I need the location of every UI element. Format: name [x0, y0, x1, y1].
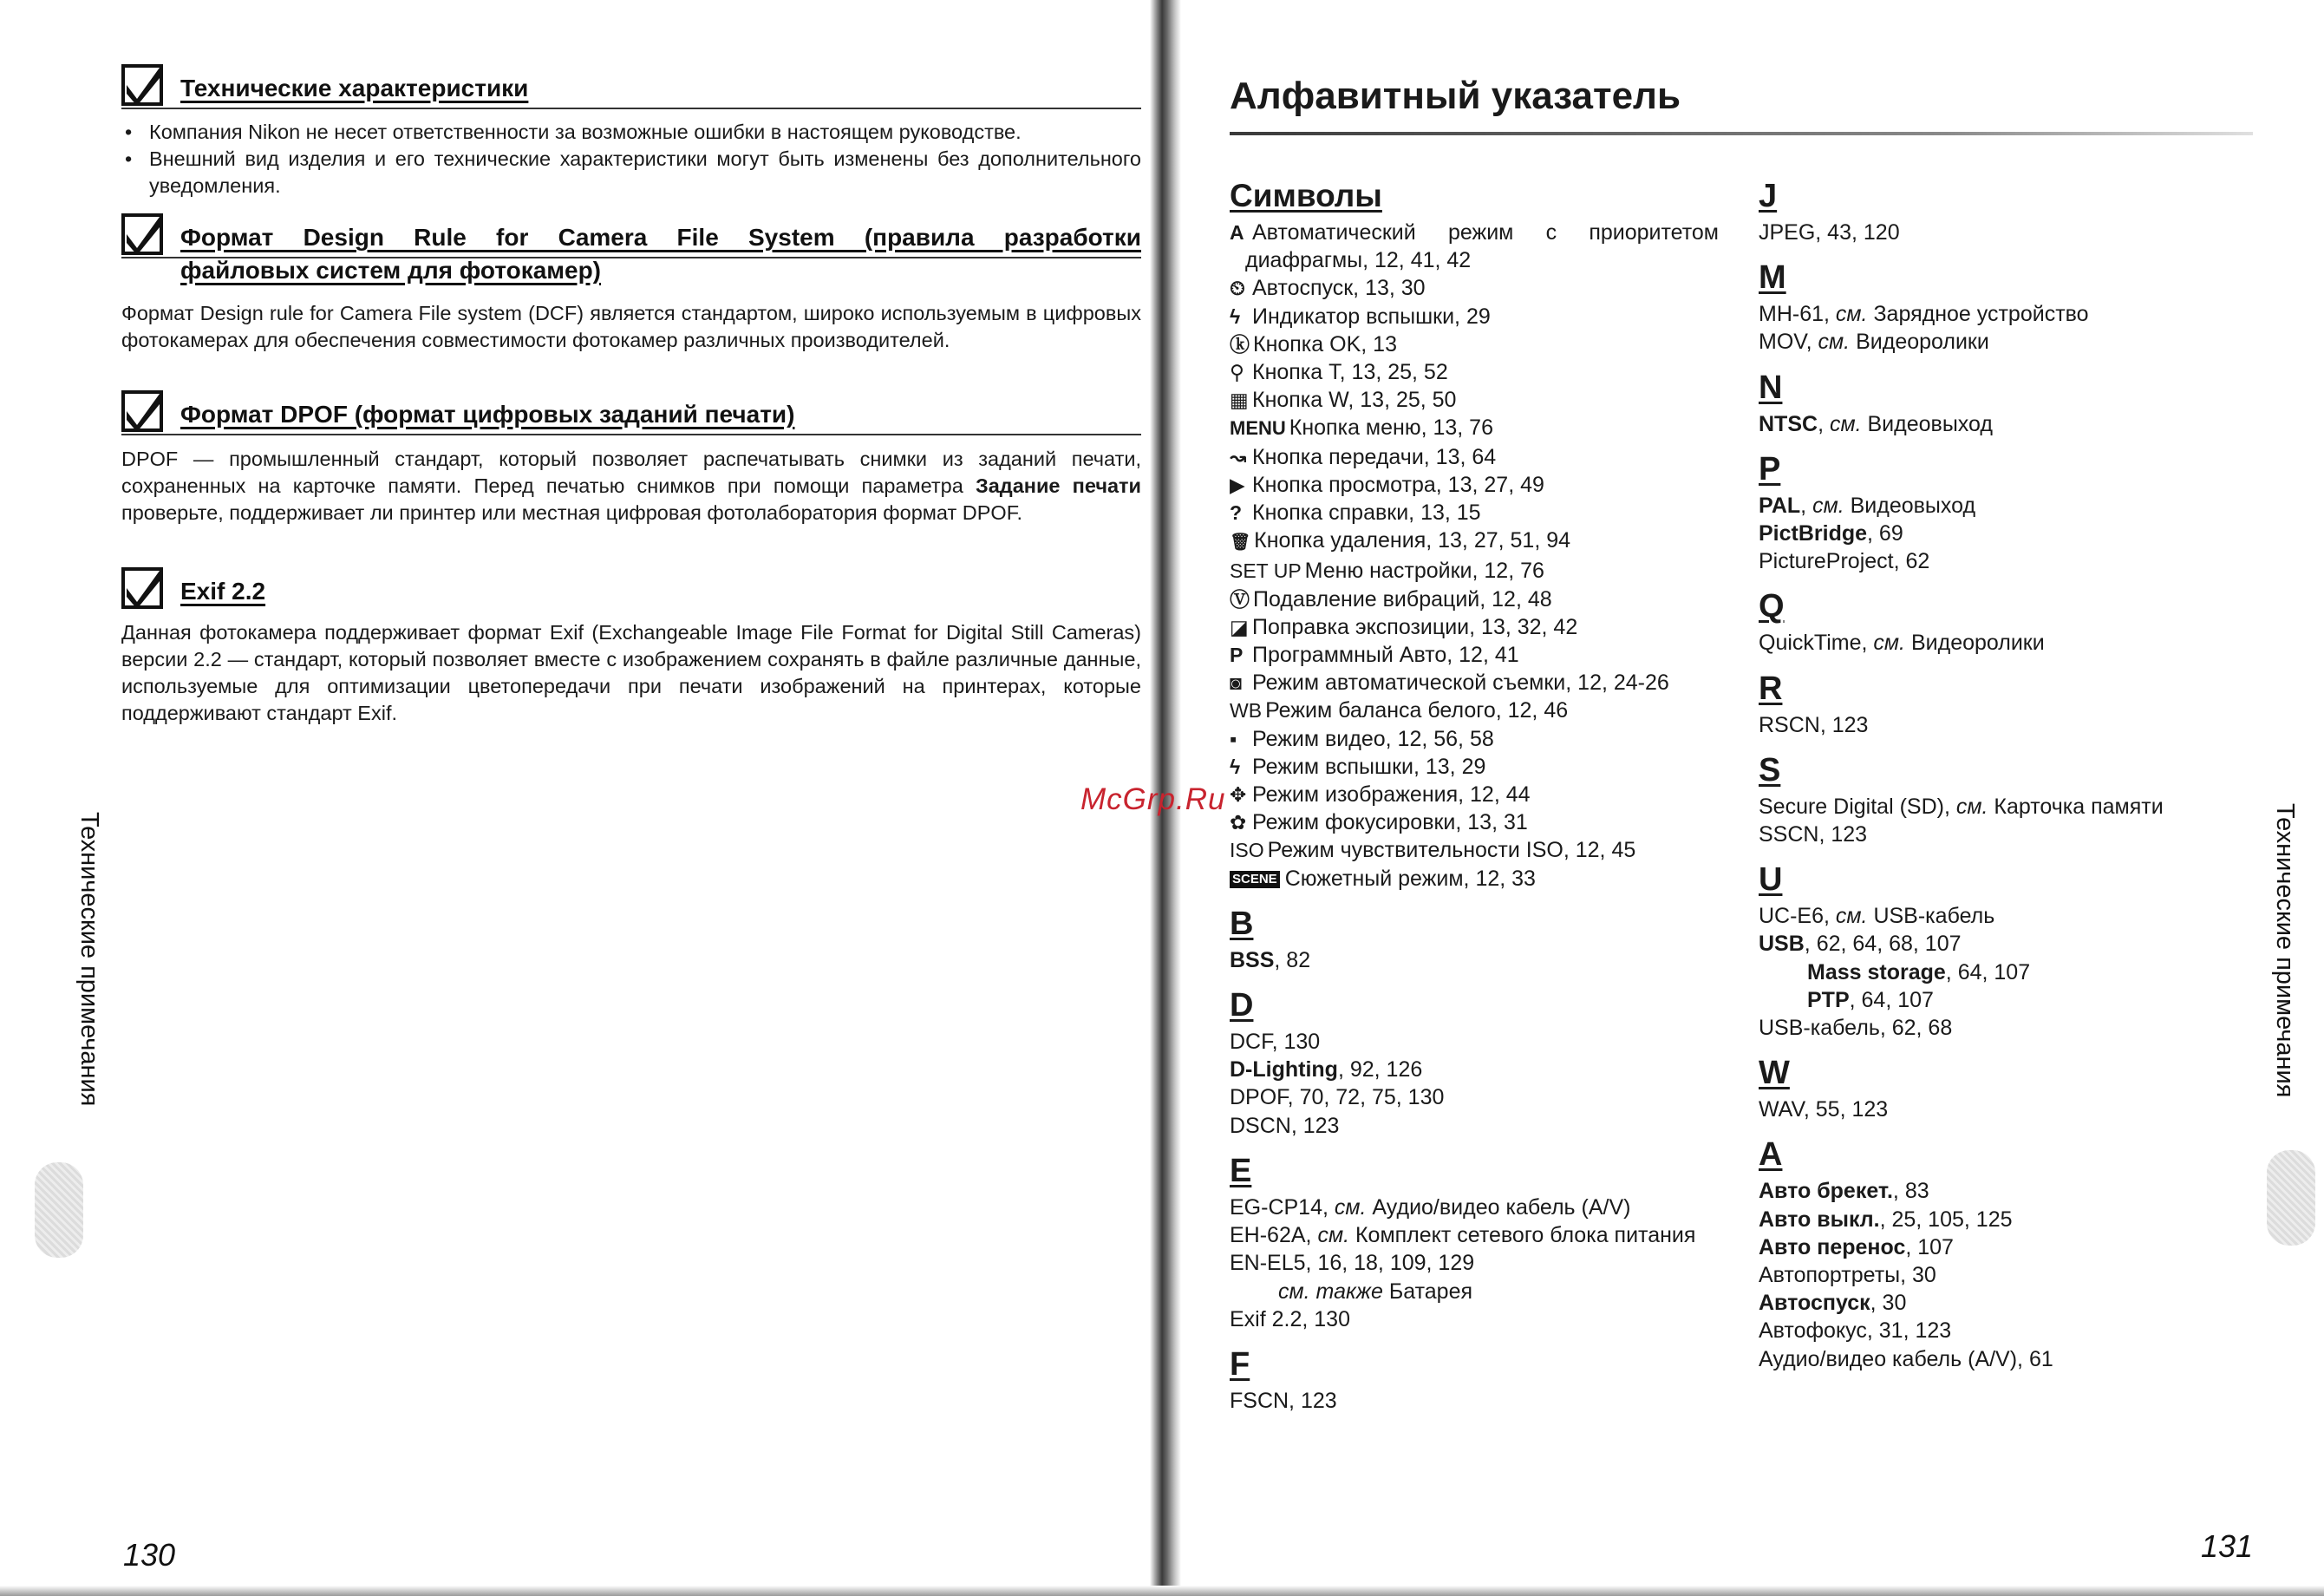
vibration-reduction-icon: Ⓥ: [1230, 587, 1250, 611]
page-title: Алфавитный указатель: [1230, 75, 1681, 117]
index-entry: MOV, см. Видеоролики: [1759, 330, 1989, 355]
index-letter-e: E: [1230, 1152, 1252, 1189]
index-entry: P Программный Авто, 12, 41: [1230, 641, 1719, 669]
index-letter-q: Q: [1759, 588, 1785, 625]
page-number: 131: [2201, 1528, 2254, 1564]
index-entry: Автоспуск, 30: [1759, 1291, 1907, 1316]
index-entry: USB-кабель, 62, 68: [1759, 1016, 1953, 1041]
index-letter-u: U: [1759, 861, 1783, 899]
index-letter-n: N: [1759, 369, 1783, 406]
index-letter-m: M: [1759, 259, 1786, 297]
index-entry: ◪ Поправка экспозиции, 13, 32, 42: [1230, 613, 1719, 641]
index-entry: MH-61, см. Зарядное устройство: [1759, 302, 2089, 327]
index-entry: ◙ Режим автоматической съемки, 12, 24-26: [1230, 669, 1719, 697]
index-entry: EH-62A, см. Комплект сетевого блока питания: [1230, 1223, 1696, 1248]
page-number: 130: [123, 1537, 176, 1573]
index-column-2: [1759, 173, 2275, 1373]
dcf-paragraph: Формат Design rule for Camera File system (DCF) является стандартом, широко используемым в цифровых фотокамерах для обеспечения совместимости фотокамер различных производителей.: [121, 302, 1141, 351]
checkmark-icon: [121, 390, 163, 432]
ok-button-icon: ⓚ: [1230, 332, 1250, 356]
index-entry: Exif 2.2, 130: [1230, 1306, 1350, 1331]
index-subentry: PTP, 64, 107: [1807, 987, 1934, 1012]
program-auto-icon: P: [1230, 644, 1244, 667]
thumb-index-mark: [2267, 1150, 2315, 1246]
aperture-mode-icon: A: [1230, 221, 1244, 244]
index-entry: Аудио/видео кабель (A/V), 61: [1759, 1346, 2053, 1371]
zoom-tele-icon: ⚲: [1230, 361, 1244, 384]
side-tab-label: Технические примечания: [2271, 803, 2299, 1098]
index-letter-p: P: [1759, 450, 1781, 487]
index-entry: ✥ Режим изображения, 12, 44: [1230, 781, 1719, 808]
index-entry: RSCN, 123: [1759, 712, 1869, 737]
index-entry: USB, 62, 64, 68, 107: [1759, 932, 1962, 957]
side-tab-label: Технические примечания: [75, 812, 103, 1107]
index-entry: Авто брекет., 83: [1759, 1179, 1929, 1204]
index-heading-symbols: Символы: [1230, 178, 1382, 213]
image-mode-icon: ✥: [1230, 783, 1247, 807]
exposure-compensation-icon: ◪: [1230, 615, 1249, 638]
index-letter-s: S: [1759, 751, 1781, 788]
self-timer-icon: ⏲: [1230, 277, 1245, 300]
dpof-text-after: проверьте, поддерживает ли принтер или местная цифровая фотолаборатория формат DPOF.: [121, 501, 1022, 524]
index-entry: ↝ Кнопка передачи, 13, 64: [1230, 443, 1719, 471]
section-rule: [121, 434, 1141, 435]
iso-sensitivity-icon: ISO: [1230, 839, 1264, 862]
page-bottom-edge: [0, 1586, 2324, 1596]
index-entry: 🗑 Кнопка удаления, 13, 27, 51, 94: [1230, 527, 1719, 557]
index-entry: DSCN, 123: [1230, 1113, 1340, 1138]
index-letter-a-cyrillic: А: [1759, 1136, 1783, 1174]
index-entry: SET UP Меню настройки, 12, 76: [1230, 557, 1719, 585]
index-entry: ϟ Режим вспышки, 13, 29: [1230, 753, 1719, 781]
index-entry: ϟ Индикатор вспышки, 29: [1230, 303, 1719, 330]
focus-mode-icon: ✿: [1230, 811, 1247, 834]
right-page: [1181, 0, 2324, 1596]
playback-button-icon: ▶: [1230, 473, 1245, 496]
index-entry: ⏲ Автоспуск, 13, 30: [1230, 274, 1719, 302]
index-entry: PictBridge, 69: [1759, 521, 1903, 546]
index-entry: BSS, 82: [1230, 947, 1311, 972]
section-title: Технические характеристики: [180, 75, 529, 101]
index-entry: NTSC, см. Видеовыход: [1759, 411, 1993, 436]
index-entry: MENU Кнопка меню, 13, 76: [1230, 414, 1719, 442]
movie-mode-icon: ▪: [1230, 727, 1237, 750]
index-letter-f: F: [1230, 1345, 1250, 1383]
index-entry: Автофокус, 31, 123: [1759, 1318, 1952, 1344]
index-entry: QuickTime, см. Видеоролики: [1759, 631, 2045, 656]
section-rule: [121, 108, 1141, 109]
help-button-icon: ?: [1230, 501, 1243, 525]
delete-button-icon: 🗑: [1230, 533, 1251, 553]
dpof-paragraph: [121, 446, 1141, 527]
index-letter-w: W: [1759, 1055, 1790, 1092]
index-entry: UC-E6, см. USB-кабель: [1759, 904, 1995, 929]
index-letter-r: R: [1759, 670, 1783, 707]
index-entry: EN-EL5, 16, 18, 109, 129: [1230, 1251, 1475, 1276]
index-letter-d: D: [1230, 987, 1254, 1024]
index-column-1: [1230, 173, 1719, 1415]
exif-paragraph: Данная фотокамера поддерживает формат Exif (Exchangeable Image File Format for Digital Still Cameras) версии 2.2 — стандарт, который позволяет вместе с изображением сохранять в файле различные данные, используемые для оптимизации цветопередачи при печати изображений на принтерах, которые поддерживают стандарт Exif.: [121, 621, 1141, 724]
checkmark-icon: [121, 567, 163, 609]
dpof-text-before: DPOF — промышленный стандарт, который позволяет распечатывать снимки из заданий печати, сохраненных на карточке памяти. Перед печатью снимков при помощи параметра: [121, 448, 1141, 497]
list-item: • Компания Nikon не несет ответственности за возможные ошибки в настоящем руководстве.: [121, 119, 1141, 146]
index-subentry: Mass storage, 64, 107: [1807, 959, 2031, 984]
index-entry: WB Режим баланса белого, 12, 46: [1230, 697, 1719, 724]
checkmark-icon: [121, 64, 163, 106]
index-entry: Авто перенос, 107: [1759, 1234, 1954, 1259]
index-entry: PictureProject, 62: [1759, 549, 1930, 574]
index-entry: D-Lighting, 92, 126: [1230, 1057, 1423, 1083]
setup-menu-icon: SET UP: [1230, 559, 1302, 583]
index-entry: A Автоматический режим с приоритетом диафрагмы, 12, 41, 42: [1230, 220, 1719, 273]
index-entry: ? Кнопка справки, 13, 15: [1230, 499, 1719, 527]
index-letter-b: B: [1230, 905, 1254, 942]
index-entry: ▦ Кнопка W, 13, 25, 50: [1230, 386, 1719, 414]
left-page: [0, 0, 1150, 1596]
watermark: McGrp.Ru: [1080, 782, 1226, 816]
checkmark-icon: [121, 213, 163, 255]
section-title: Формат DPOF (формат цифровых заданий печати): [180, 401, 795, 428]
index-entry: ▶ Кнопка просмотра, 13, 27, 49: [1230, 471, 1719, 499]
index-entry: ⓚ Кнопка OK, 13: [1230, 330, 1719, 358]
index-entry: EG-CP14, см. Аудио/видео кабель (A/V): [1230, 1194, 1631, 1220]
list-item: • Внешний вид изделия и его технические характеристики могут быть изменены без дополнительного уведомления.: [121, 146, 1141, 200]
specs-bullet-list: [121, 119, 1141, 200]
index-subentry: см. также Батарея: [1278, 1279, 1473, 1304]
scene-mode-icon: SCENE: [1230, 871, 1280, 888]
flash-indicator-icon: ϟ: [1230, 304, 1241, 328]
flash-mode-icon: ϟ: [1230, 755, 1241, 778]
index-entry: ✿ Режим фокусировки, 13, 31: [1230, 808, 1719, 836]
section-title-continued: файловых систем для фотокамер): [180, 257, 602, 284]
thumb-index-mark: [35, 1162, 83, 1258]
index-entry: PAL, см. Видеовыход: [1759, 493, 1976, 518]
section-title: Формат Design Rule for Camera File System (правила разработки: [180, 224, 1141, 251]
index-entry: DCF, 130: [1230, 1030, 1321, 1055]
index-entry: ISO Режим чувствительности ISO, 12, 45: [1230, 836, 1719, 864]
transfer-button-icon: ↝: [1230, 445, 1247, 468]
index-entry: ▪ Режим видео, 12, 56, 58: [1230, 725, 1719, 753]
index-entry: Secure Digital (SD), см. Карточка памяти: [1759, 794, 2164, 819]
title-rule: [1230, 132, 2253, 135]
index-entry: Авто выкл., 25, 105, 125: [1759, 1207, 2013, 1232]
white-balance-icon: WB: [1230, 699, 1263, 723]
auto-mode-camera-icon: ◙: [1230, 671, 1242, 695]
zoom-wide-icon: ▦: [1230, 389, 1249, 412]
section-head-dcf: [121, 213, 1141, 291]
index-letter-j: J: [1759, 178, 1778, 214]
index-entry: Автопортреты, 30: [1759, 1263, 1936, 1288]
index-entry: FSCN, 123: [1230, 1388, 1337, 1413]
section-head-exif: [121, 567, 1141, 619]
index-entry: JPEG, 43, 120: [1759, 220, 1900, 245]
index-entry: WAV, 55, 123: [1759, 1097, 1889, 1122]
index-entry: ⚲ Кнопка T, 13, 25, 52: [1230, 358, 1719, 386]
section-head-specs: [121, 64, 1141, 116]
index-entry: SCENE Сюжетный режим, 12, 33: [1230, 865, 1719, 893]
section-title: Exif 2.2: [180, 578, 266, 605]
index-entry: SSCN, 123: [1759, 822, 1868, 847]
dpof-text-bold: Задание печати: [976, 474, 1141, 497]
section-head-dpof: [121, 390, 1141, 442]
menu-button-icon: MENU: [1230, 417, 1286, 440]
index-entry: DPOF, 70, 72, 75, 130: [1230, 1085, 1445, 1110]
index-entry: Ⓥ Подавление вибраций, 12, 48: [1230, 585, 1719, 613]
